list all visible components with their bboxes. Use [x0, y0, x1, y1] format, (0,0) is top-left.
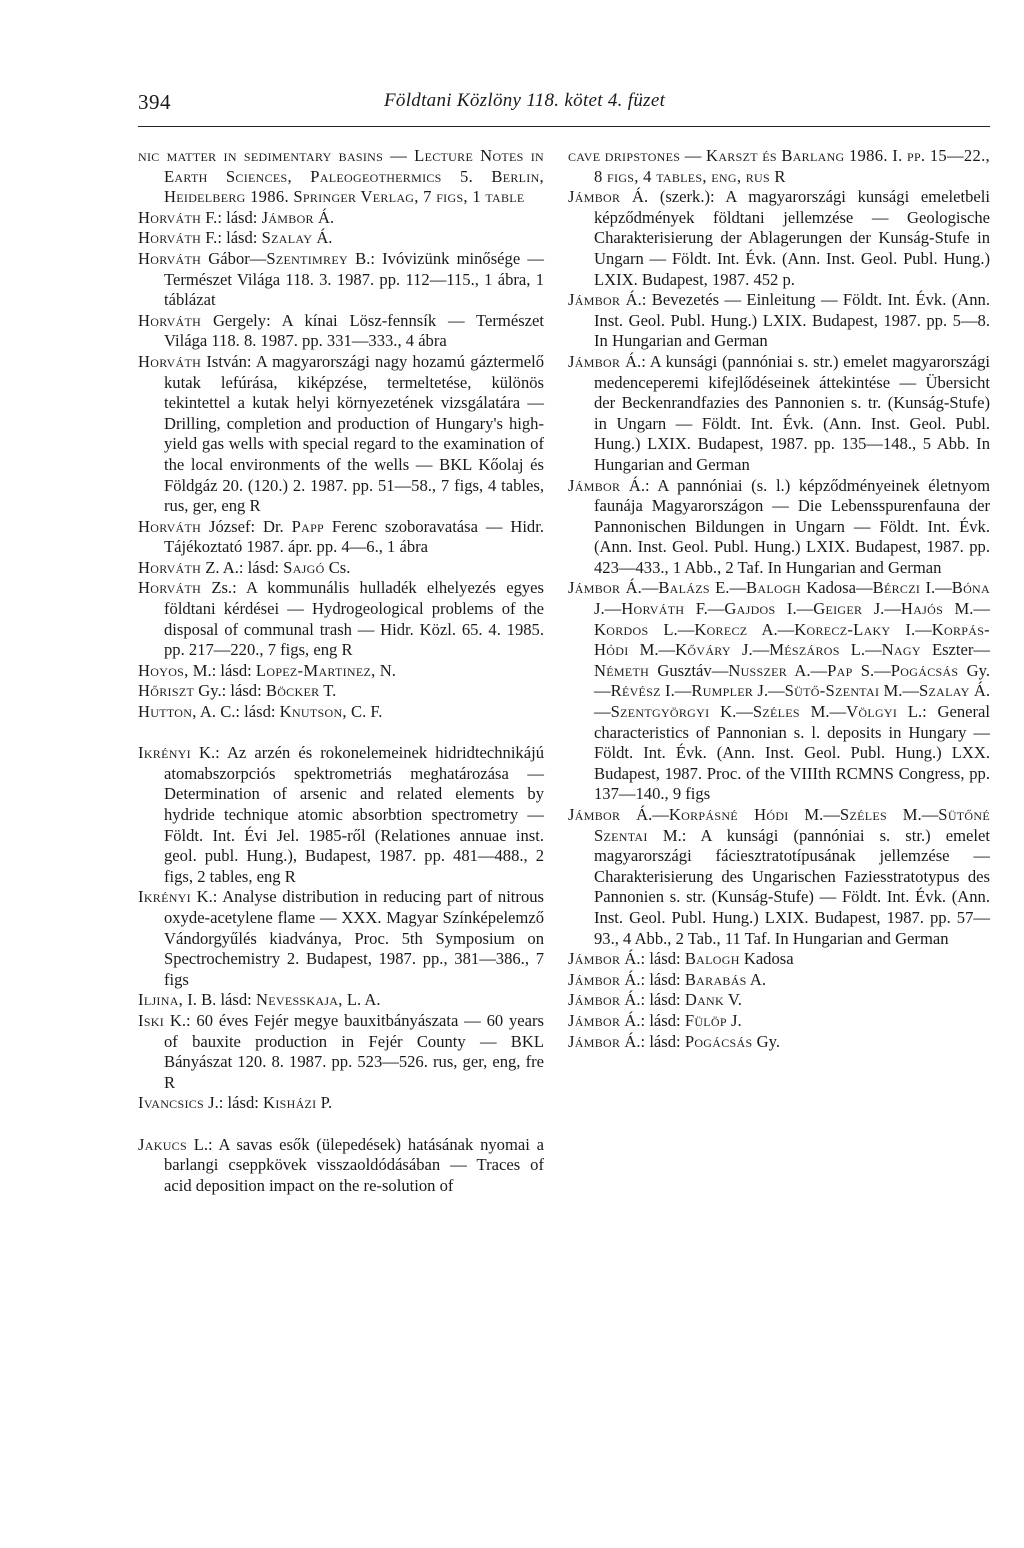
author-name: Horváth [138, 248, 202, 268]
author-name: Hajós [900, 599, 944, 619]
entry-text: I.— [775, 599, 814, 619]
author-name: Nusszer [728, 660, 788, 680]
author-name: Jámbor [261, 207, 314, 227]
bibliography-entry [568, 949, 990, 970]
bibliography-entry [138, 517, 544, 558]
entry-text: L.: General characteristics of Pannonian s. l. deposits in Hungary — Földt. Int. Évk. (Ann. Inst. Geol. Publ. Hung.) LXX. Budapest, 1987. Proc. of the VIIIth RCMNS Congress, pp. 137—140., 9 figs [594, 702, 990, 804]
entry-text: M.— [788, 805, 840, 824]
author-name: Jámbor [568, 1010, 621, 1030]
entry-text: Kadosa [739, 949, 794, 969]
entry-text: J.— [862, 599, 901, 619]
author-name: Horváth [138, 516, 202, 536]
bibliography-entry [138, 661, 544, 682]
entry-text: Gábor— [201, 248, 267, 268]
author-name: cave dripstones — Karszt és Barlang 1986. I. pp. 15—22., 8 figs, 4 tables, eng, rus R [568, 146, 990, 186]
author-name: Geiger [813, 599, 863, 619]
author-name: Horváth [138, 207, 202, 227]
author-name: Jámbor [568, 990, 621, 1010]
entry-text: Zs.: A kommunális hulladék elhelyezés egyes földtani kérdései — Hydrogeological problems of the disposal of communal trash — Hidr. Közl. 65. 4. 1985. pp. 217—220., 7 figs, eng R [164, 578, 544, 660]
entry-text: K.— [709, 702, 753, 722]
bibliography-entry [138, 702, 544, 723]
entry-text: E.— [709, 578, 747, 598]
author-name: Pogácsás [890, 660, 959, 680]
entry-text: A. [746, 969, 767, 989]
bibliography-entry [138, 743, 544, 887]
author-name: Horváth [138, 557, 202, 577]
bibliography-entry [138, 208, 544, 229]
bibliography-entry [138, 311, 544, 352]
entry-text: Á. (szerk.): A magyarországi kunsági emeletbeli képződmények földtani jellemzése — Geologische Charakterisierung der Ablagerungen der Kunság-Stufe in Ungarn — Földt. Int. Évk. (Ann. Inst. Geol. Publ. Hung.) LXIX. Budapest, 1987. 452 p. [594, 187, 990, 289]
bibliography-entry [568, 1011, 990, 1032]
author-name: Mészáros [769, 640, 840, 660]
author-name: Szalay [919, 681, 970, 701]
entry-text: J. [726, 1010, 742, 1030]
entry-text: F.— [684, 599, 725, 619]
author-name: Sütő-Szentai [784, 681, 880, 701]
author-name: Balogh [746, 578, 801, 598]
entry-text: S.— [852, 660, 891, 680]
entry-text: Á.: lásd: [620, 1010, 685, 1030]
right-column [568, 146, 990, 1052]
author-name: Barabás [684, 969, 747, 989]
bibliography-entry [138, 990, 544, 1011]
bibliography-entry [138, 578, 544, 660]
author-name: Sütőné Szentai [594, 805, 990, 845]
author-name: Ikrényi [138, 887, 191, 907]
entry-text: Á.: lásd: [620, 990, 685, 1010]
entry-text: Á.: A kunsági (pannóniai s. str.) emelet magyarországi medenceperemi kifejlődéseinek áttekintése — Übersicht der Beckenrandfazies des Pannonien s. tr. (Kunság-Stufe) in Ungarn — Földt. Int. Évk. (Ann. Inst. Geol. Publ. Hung.) LXIX. Budapest, 1987. pp. 135—148., 5 Abb. In Hungarian and German [594, 351, 990, 474]
author-name: Nevesskaja, [255, 990, 343, 1010]
author-name: nic matter in sedimentary basins — Lecture Notes in Earth Sciences, Paleogeothermics 5. Berlin, Heidelberg 1986. Springer Verlag, 7 figs, 1 table [138, 146, 544, 207]
entry-text: Eszter— [920, 640, 990, 660]
author-name: Papp [291, 516, 325, 536]
author-name: Gajdos [724, 599, 776, 619]
bibliography-entry [568, 146, 990, 187]
entry-text: K.: Az arzén és rokonelemeinek hidridtechnikájú atomabszorpciós spektrometriás meghatározása — Determination of arsenic and related elements by hydride technique atomic absorbtion spectrometry — Földt. Int. Évi Jel. 1985-ről (Relationes annuae inst. geol. publ. Hung.), Budapest, 1987. pp. 481—488., 2 figs, 2 tables, eng R [164, 743, 544, 886]
entry-text: Gy.— [594, 660, 990, 701]
entry-text: B.: Ivóvizünk minősége — Természet Világa 118. 3. 1987. pp. 112—115., 1 ábra, 1 táblázat [164, 248, 544, 310]
entry-text: A.— [747, 619, 795, 639]
author-name: Szalay [261, 228, 313, 248]
entry-text: József: Dr. [201, 516, 292, 536]
bibliography-entry [138, 352, 544, 517]
author-name: Nagy [881, 640, 921, 660]
author-name: Horváth [138, 228, 202, 248]
entry-text: J.: lásd: [204, 1093, 264, 1113]
author-name: Széles [839, 805, 887, 824]
author-name: Jakucs [138, 1134, 187, 1154]
author-name: Pap [827, 660, 853, 680]
author-name: Jámbor [568, 187, 621, 207]
author-name: Horváth [138, 351, 202, 371]
author-name: Horváth [138, 578, 202, 598]
bibliography-entry [568, 187, 990, 290]
entry-text: N. [375, 660, 396, 680]
author-name: Jámbor [568, 805, 621, 824]
entry-text: J.— [753, 681, 785, 701]
author-name: Jámbor [568, 351, 621, 371]
author-name: Széles [752, 702, 800, 722]
author-name: Lopez-Martinez, [255, 660, 376, 680]
entry-text: L.— [648, 619, 695, 639]
entry-text: M.— [628, 640, 676, 660]
author-name: Hutton, [138, 702, 197, 722]
author-name: Kordos [594, 619, 649, 639]
entry-text: Á. [312, 228, 333, 248]
author-name: Korpásné Hódi [668, 805, 789, 824]
entry-text: Á.: lásd: [620, 949, 685, 969]
entry-text: Gy. [752, 1031, 780, 1051]
entry-text: J.— [594, 599, 622, 619]
entry-text: C. F. [346, 702, 383, 722]
author-name: Ikrényi [138, 743, 191, 763]
bibliography-entry [568, 578, 990, 805]
author-name: Németh [594, 660, 650, 680]
author-name: Balázs [658, 578, 710, 598]
entry-text: T. [319, 681, 337, 701]
bibliography-entry [138, 146, 544, 208]
entry-text: I.— [660, 681, 692, 701]
entry-text: M.— [879, 681, 920, 701]
author-name: Völgyi [846, 702, 898, 722]
author-name: Knutson, [279, 702, 347, 722]
bibliography-entry [138, 1093, 544, 1114]
entry-text: Á.— [620, 578, 659, 598]
entry-text: Z. A.: lásd: [201, 557, 284, 577]
bibliography-entry [138, 249, 544, 311]
entry-text: Á. [313, 207, 335, 227]
author-name: Jámbor [568, 578, 621, 598]
entry-text: Á.: lásd: [620, 969, 685, 989]
author-name: Hőriszt [138, 681, 195, 701]
left-column [138, 146, 544, 1196]
bibliography-entry [138, 558, 544, 579]
author-name: Korpás-Hódi [594, 619, 990, 660]
entry-text: Ferenc szoboravatása — Hidr. Tájékoztató 1987. ápr. pp. 4—6., 1 ábra [164, 516, 544, 557]
bibliography-entry [568, 805, 990, 949]
bibliography-entry [568, 290, 990, 352]
entry-text: Á.: A pannóniai (s. l.) képződményeinek életnyom faunája Magyarországon — Die Lebensspurenfauna der Pannonischen Bildungen in Ungarn — Földt. Int. Évk. (Ann. Inst. Geol. Publ. Hung.) LXIX. Budapest, 1987. pp. 423—433., 1 Abb., 2 Taf. In Hungarian and German [594, 475, 990, 577]
entry-text: I. B. lásd: [183, 990, 256, 1010]
entry-text: K.: 60 éves Fejér megye bauxitbányászata — 60 years of bauxite production in Fejér County — BKL Bányászat 120. 8. 1987. pp. 523—526. rus, ger, eng, fre R [164, 1010, 544, 1092]
author-name: Dank [684, 990, 724, 1010]
page-header [138, 86, 990, 127]
entry-text: L.: A savas esők (ülepedések) hatásának nyomai a barlangi cseppkövek visszaoldódásában — Traces of acid deposition impact on the re-solution of [164, 1134, 544, 1195]
bibliography-entry [138, 681, 544, 702]
author-name: Hoyos, [138, 660, 189, 680]
bibliography-entry [568, 352, 990, 476]
entry-text: M.— [886, 805, 939, 824]
author-name: Szentgyörgyi [610, 702, 710, 722]
entry-text: Kadosa— [800, 578, 873, 598]
author-name: Kőváry [675, 640, 731, 660]
entry-text: K.: Analyse distribution in reducing part of nitrous oxyde-acetylene flame — XXX. Magyar Színképelemző Vándorgyűlés kiadványa, Proc. 5th Symposium on Spectrochemistry 2. Budapest, 1987. pp., 381—386., 7 figs [164, 887, 544, 989]
bibliography-entry [138, 1135, 544, 1197]
author-name: Böcker [265, 681, 320, 701]
author-name: Sajgó [283, 557, 325, 577]
author-name: Horváth [621, 599, 685, 619]
author-name: Bérczi [872, 578, 921, 598]
author-name: Rumpler [691, 681, 754, 701]
bibliography-entry [138, 228, 544, 249]
author-name: Korecz-Laky [794, 619, 891, 639]
entry-text: A.— [787, 660, 828, 680]
bibliography-entry [568, 970, 990, 991]
bibliography-entry [138, 1011, 544, 1093]
entry-text: F.: lásd: [201, 228, 262, 248]
bibliography-entry [568, 1032, 990, 1053]
author-name: Bóna [951, 578, 990, 598]
entry-text: I.— [890, 619, 932, 639]
bibliography-entry [568, 476, 990, 579]
author-name: Iljina, [138, 990, 184, 1010]
entry-text: Gy.: lásd: [194, 681, 266, 701]
entry-text: I.— [920, 578, 952, 598]
entry-text: M.— [799, 702, 847, 722]
bibliography-entry [138, 887, 544, 990]
entry-text: Gusztáv— [649, 660, 729, 680]
bibliography-entry [568, 990, 990, 1011]
entry-text: L.— [839, 640, 882, 660]
author-name: Jámbor [568, 1031, 621, 1051]
entry-text: Á.— [594, 681, 990, 722]
author-name: Horváth [138, 310, 202, 330]
entry-text: F.: lásd: [201, 207, 262, 227]
author-name: Jámbor [568, 949, 621, 969]
entry-text: Á.— [620, 805, 669, 824]
entry-text: Gergely: A kínai Lösz-fennsík — Természet Világa 118. 8. 1987. pp. 331—333., 4 ábra [164, 310, 544, 351]
entry-text: István: A magyarországi nagy hozamú gáztermelő kutak lefúrása, kiképzése, termeltetése, különös tekintettel a kutak helyi környezetének vizsgálatára — Drilling, completion and production of Hungary's high-yield gas wells with special regard to the examination of the local environments of the wells — BKL Kőolaj és Földgáz 20. (120.) 2. 1987. pp. 51—58., 7 figs, 4 tables, rus, ger, eng R [164, 351, 544, 516]
author-name: Korecz [694, 619, 748, 639]
author-name: Révész [610, 681, 661, 701]
author-name: Jámbor [568, 475, 621, 495]
entry-text: Á.: lásd: [620, 1031, 685, 1051]
author-name: Jámbor [568, 969, 621, 989]
author-name: Jámbor [568, 290, 621, 310]
entry-text: L. A. [342, 990, 381, 1010]
entry-text: M.: lásd: [188, 660, 256, 680]
entry-text: J.— [730, 640, 770, 660]
author-name: Ivancsics [138, 1093, 205, 1113]
entry-text: Cs. [324, 557, 351, 577]
author-name: Iski [138, 1010, 165, 1030]
entry-text: M.— [943, 599, 990, 619]
author-name: Kisházi [263, 1093, 317, 1113]
entry-text: P. [316, 1093, 333, 1113]
author-name: Szentimrey [266, 248, 348, 268]
running-head: Földtani Közlöny 118. kötet 4. füzet [384, 90, 666, 111]
entry-text: V. [724, 990, 742, 1010]
entry-text: M.: A kunsági (pannóniai s. str.) emelet magyarországi fáciesztratotípusának jellemzése — Charakterisierung des Ungarischen Faziesstratotypus des Pannonien s. str. (Kunság-Stufe) — Földt. Int. Évk. (Ann. Inst. Geol. Publ. Hung.) LXIX. Budapest, 1987. pp. 57—93., 4 Abb., 2 Tab., 11 Taf. In Hungarian and German [594, 825, 990, 948]
entry-text: A. C.: lásd: [196, 702, 280, 722]
author-name: Pogácsás [684, 1031, 753, 1051]
entry-text: Á.: Bevezetés — Einleitung — Földt. Int. Évk. (Ann. Inst. Geol. Publ. Hung.) LXIX. Budapest, 1987. pp. 5—8. In Hungarian and German [594, 290, 990, 351]
page-number: 394 [138, 90, 171, 114]
author-name: Balogh [684, 949, 740, 969]
author-name: Fülöp [684, 1010, 727, 1030]
